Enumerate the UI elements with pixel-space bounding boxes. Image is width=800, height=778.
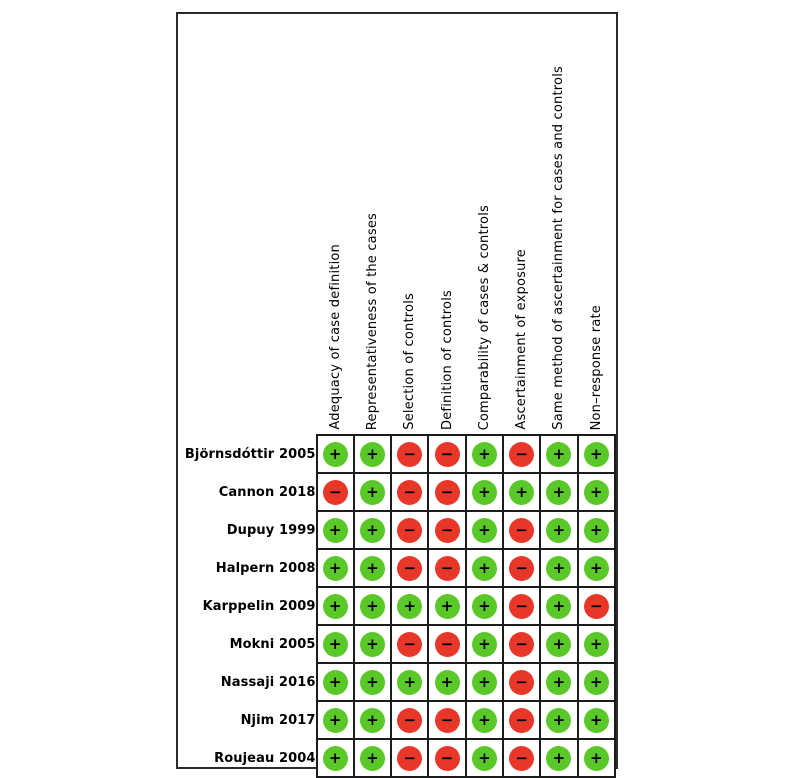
negative-judgement-icon: − — [435, 632, 460, 657]
column-header — [391, 14, 428, 435]
positive-judgement-icon: + — [584, 442, 609, 467]
positive-judgement-icon: + — [360, 480, 385, 505]
judgement-cell — [503, 473, 540, 511]
positive-judgement-icon: + — [584, 556, 609, 581]
judgement-cell — [354, 663, 391, 701]
negative-judgement-icon: − — [509, 632, 534, 657]
judgement-cell — [391, 625, 428, 663]
judgement-cell — [578, 473, 615, 511]
positive-judgement-icon: + — [584, 518, 609, 543]
judgement-cell — [578, 587, 615, 625]
judgement-cell — [503, 739, 540, 777]
positive-judgement-icon: + — [472, 518, 497, 543]
positive-judgement-icon: + — [584, 480, 609, 505]
corner-spacer — [178, 14, 317, 435]
judgement-cell — [540, 549, 577, 587]
positive-judgement-icon: + — [323, 556, 348, 581]
positive-judgement-icon: + — [360, 708, 385, 733]
negative-judgement-icon: − — [435, 708, 460, 733]
negative-judgement-icon: − — [509, 670, 534, 695]
judgement-cell — [428, 435, 465, 473]
column-header-label: Definition of controls — [439, 290, 455, 430]
positive-judgement-icon: + — [435, 670, 460, 695]
negative-judgement-icon: − — [509, 708, 534, 733]
positive-judgement-icon: + — [397, 670, 422, 695]
positive-judgement-icon: + — [360, 556, 385, 581]
judgement-cell — [354, 511, 391, 549]
judgement-cell — [391, 473, 428, 511]
judgement-cell — [391, 549, 428, 587]
judgement-cell — [578, 663, 615, 701]
judgement-cell — [354, 587, 391, 625]
judgement-cell — [391, 511, 428, 549]
positive-judgement-icon: + — [472, 556, 497, 581]
row-label: Dupuy 1999 — [226, 522, 316, 538]
negative-judgement-icon: − — [509, 594, 534, 619]
judgement-cell — [317, 701, 354, 739]
judgement-cell — [428, 739, 465, 777]
positive-judgement-icon: + — [584, 708, 609, 733]
judgement-cell — [503, 663, 540, 701]
negative-judgement-icon: − — [435, 442, 460, 467]
study-row — [178, 625, 615, 663]
judgement-cell — [317, 625, 354, 663]
quality-matrix-header — [178, 14, 615, 435]
judgement-cell — [466, 473, 503, 511]
positive-judgement-icon: + — [546, 708, 571, 733]
positive-judgement-icon: + — [323, 708, 348, 733]
positive-judgement-icon: + — [360, 746, 385, 771]
positive-judgement-icon: + — [323, 442, 348, 467]
negative-judgement-icon: − — [397, 442, 422, 467]
column-header — [317, 14, 354, 435]
judgement-cell — [354, 473, 391, 511]
positive-judgement-icon: + — [323, 632, 348, 657]
negative-judgement-icon: − — [509, 556, 534, 581]
positive-judgement-icon: + — [472, 670, 497, 695]
judgement-cell — [466, 587, 503, 625]
positive-judgement-icon: + — [546, 594, 571, 619]
row-label: Karppelin 2009 — [202, 598, 316, 614]
column-header — [428, 14, 465, 435]
column-header-label: Selection of controls — [402, 293, 418, 430]
judgement-cell — [540, 511, 577, 549]
negative-judgement-icon: − — [435, 518, 460, 543]
judgement-cell — [317, 549, 354, 587]
risk-of-bias-figure-frame — [176, 12, 618, 769]
positive-judgement-icon: + — [397, 594, 422, 619]
positive-judgement-icon: + — [435, 594, 460, 619]
positive-judgement-icon: + — [546, 442, 571, 467]
judgement-cell — [578, 625, 615, 663]
judgement-cell — [578, 739, 615, 777]
positive-judgement-icon: + — [584, 670, 609, 695]
judgement-cell — [354, 701, 391, 739]
study-row — [178, 663, 615, 701]
quality-matrix-body — [178, 435, 615, 777]
judgement-cell — [466, 435, 503, 473]
positive-judgement-icon: + — [323, 518, 348, 543]
positive-judgement-icon: + — [360, 632, 385, 657]
positive-judgement-icon: + — [546, 480, 571, 505]
study-row — [178, 739, 615, 777]
positive-judgement-icon: + — [472, 594, 497, 619]
judgement-cell — [354, 435, 391, 473]
negative-judgement-icon: − — [509, 746, 534, 771]
judgement-cell — [466, 511, 503, 549]
study-row — [178, 511, 615, 549]
row-label: Njim 2017 — [240, 712, 316, 728]
judgement-cell — [503, 549, 540, 587]
study-row — [178, 587, 615, 625]
negative-judgement-icon: − — [397, 746, 422, 771]
judgement-cell — [428, 701, 465, 739]
positive-judgement-icon: + — [546, 518, 571, 543]
row-label: Roujeau 2004 — [214, 750, 316, 766]
judgement-cell — [540, 663, 577, 701]
positive-judgement-icon: + — [509, 480, 534, 505]
negative-judgement-icon: − — [435, 480, 460, 505]
negative-judgement-icon: − — [435, 746, 460, 771]
row-label: Björnsdóttir 2005 — [184, 446, 316, 462]
judgement-cell — [503, 625, 540, 663]
negative-judgement-icon: − — [509, 442, 534, 467]
quality-matrix — [178, 14, 616, 778]
judgement-cell — [540, 625, 577, 663]
judgement-cell — [391, 435, 428, 473]
judgement-cell — [540, 739, 577, 777]
positive-judgement-icon: + — [546, 746, 571, 771]
column-header-label: Non–response rate — [588, 304, 604, 430]
positive-judgement-icon: + — [546, 670, 571, 695]
column-header — [578, 14, 615, 435]
study-row — [178, 435, 615, 473]
positive-judgement-icon: + — [472, 708, 497, 733]
judgement-cell — [578, 511, 615, 549]
negative-judgement-icon: − — [323, 480, 348, 505]
judgement-cell — [317, 663, 354, 701]
negative-judgement-icon: − — [397, 708, 422, 733]
positive-judgement-icon: + — [584, 746, 609, 771]
judgement-cell — [317, 473, 354, 511]
judgement-cell — [317, 739, 354, 777]
negative-judgement-icon: − — [584, 594, 609, 619]
judgement-cell — [503, 701, 540, 739]
positive-judgement-icon: + — [472, 480, 497, 505]
positive-judgement-icon: + — [323, 746, 348, 771]
positive-judgement-icon: + — [472, 442, 497, 467]
judgement-cell — [466, 625, 503, 663]
judgement-cell — [354, 739, 391, 777]
positive-judgement-icon: + — [472, 746, 497, 771]
positive-judgement-icon: + — [546, 556, 571, 581]
judgement-cell — [428, 549, 465, 587]
judgement-cell — [428, 663, 465, 701]
judgement-cell — [354, 549, 391, 587]
positive-judgement-icon: + — [546, 632, 571, 657]
positive-judgement-icon: + — [360, 442, 385, 467]
judgement-cell — [354, 625, 391, 663]
column-header-label: Ascertainment of exposure — [514, 249, 530, 430]
column-header — [354, 14, 391, 435]
judgement-cell — [317, 587, 354, 625]
negative-judgement-icon: − — [397, 632, 422, 657]
judgement-cell — [428, 473, 465, 511]
study-row — [178, 549, 615, 587]
column-header-label: Same method of ascertainment for cases and controls — [551, 66, 567, 430]
positive-judgement-icon: + — [360, 594, 385, 619]
negative-judgement-icon: − — [397, 480, 422, 505]
judgement-cell — [578, 549, 615, 587]
positive-judgement-icon: + — [360, 518, 385, 543]
judgement-cell — [428, 511, 465, 549]
column-header — [503, 14, 540, 435]
study-row — [178, 473, 615, 511]
row-label: Nassaji 2016 — [220, 674, 316, 690]
negative-judgement-icon: − — [397, 556, 422, 581]
judgement-cell — [428, 587, 465, 625]
judgement-cell — [540, 701, 577, 739]
judgement-cell — [466, 663, 503, 701]
judgement-cell — [578, 435, 615, 473]
judgement-cell — [466, 739, 503, 777]
positive-judgement-icon: + — [360, 670, 385, 695]
row-label: Mokni 2005 — [229, 636, 316, 652]
positive-judgement-icon: + — [323, 594, 348, 619]
judgement-cell — [466, 701, 503, 739]
judgement-cell — [466, 549, 503, 587]
judgement-cell — [503, 435, 540, 473]
positive-judgement-icon: + — [584, 632, 609, 657]
column-header — [540, 14, 577, 435]
judgement-cell — [428, 625, 465, 663]
positive-judgement-icon: + — [323, 670, 348, 695]
judgement-cell — [391, 739, 428, 777]
negative-judgement-icon: − — [397, 518, 422, 543]
column-header-row — [178, 14, 615, 435]
column-header-label: Adequacy of case definition — [327, 244, 343, 430]
judgement-cell — [317, 435, 354, 473]
positive-judgement-icon: + — [472, 632, 497, 657]
negative-judgement-icon: − — [509, 518, 534, 543]
judgement-cell — [540, 473, 577, 511]
column-header — [466, 14, 503, 435]
row-label: Halpern 2008 — [215, 560, 316, 576]
judgement-cell — [391, 663, 428, 701]
column-header-label: Comparability of cases & controls — [476, 204, 492, 430]
judgement-cell — [503, 587, 540, 625]
row-label: Cannon 2018 — [218, 484, 316, 500]
study-row — [178, 701, 615, 739]
judgement-cell — [540, 587, 577, 625]
judgement-cell — [391, 587, 428, 625]
judgement-cell — [391, 701, 428, 739]
judgement-cell — [503, 511, 540, 549]
negative-judgement-icon: − — [435, 556, 460, 581]
judgement-cell — [540, 435, 577, 473]
judgement-cell — [578, 701, 615, 739]
judgement-cell — [317, 511, 354, 549]
column-header-label: Representativeness of the cases — [364, 212, 380, 430]
